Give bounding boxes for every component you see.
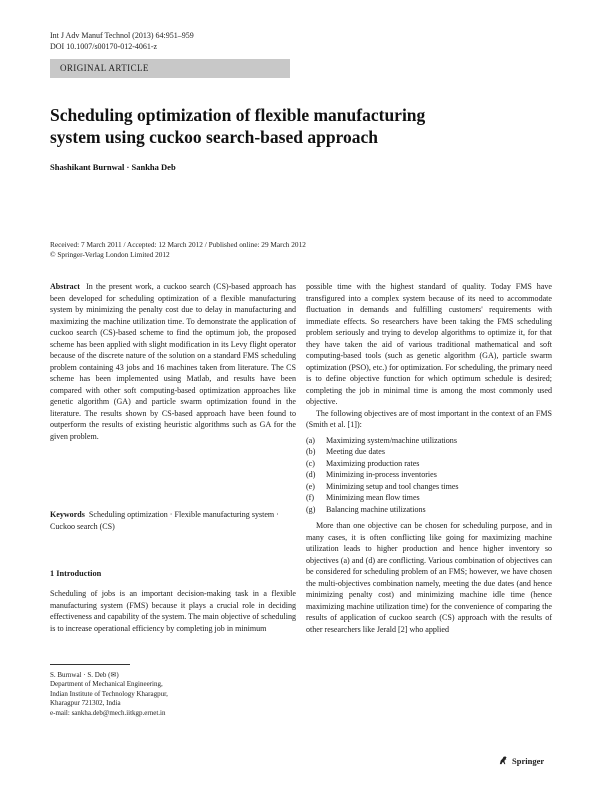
author-affiliation-footnote [50, 671, 168, 718]
keywords [50, 509, 296, 532]
right-column [306, 281, 552, 635]
footnote-department: Department of Mechanical Engineering, [50, 680, 163, 689]
keywords-text: Scheduling optimization · Flexible manufacturing system · Cuckoo search (CS) [50, 510, 279, 531]
abstract [50, 281, 296, 442]
title-line-2: system using cuckoo search-based approach [50, 127, 378, 147]
journal-doi: DOI 10.1007/s00170-012-4061-z [50, 42, 158, 51]
footnote-authors: S. Burnwal · S. Deb (✉) [50, 671, 119, 679]
abstract-text: In the present work, a cuckoo search (CS)-based approach has been developed for scheduling optimization of a flexible manufacturing system by minimizing the penalty cost due to delay in manufacturing and maximizing the machine utilization time. To demonstrate the application of cuckoo search (CS)-based scheme to find the optimum job, the proposed scheme has been applied with slight modification in its Levy flight operator because of the discrete nature of the solution on a standard FMS scheduling problem containing 43 jobs and 16 machines taken from literature. The CS scheme has been implemented using Matlab, and results have been compared with other soft computing-based optimization approaches like genetic algorithm (GA) and particle swarm optimization found in the literature. The results shown by CS-based approach have been found to outperform the results of existing heuristic algorithms such as GA for the given problem. [50, 282, 296, 441]
list-item: (e) Minimizing setup and tool changes times [306, 481, 459, 491]
objectives-list [306, 435, 552, 516]
article-type-banner [50, 59, 290, 78]
title-line-1: Scheduling optimization of flexible manufacturing [50, 105, 426, 125]
authors: Shashikant Burnwal · Sankha Deb [50, 162, 176, 172]
list-item: (f) Minimizing mean flow times [306, 493, 420, 502]
publisher-logo [498, 755, 544, 766]
publisher-name: Springer [512, 755, 545, 766]
right-para-3: More than one objective can be chosen for scheduling purpose, and in many cases, it is often conflicting like going for maximizing machine utilization leads to higher production and hence higher inventory so objectives (a) and (d) are conflicting. Various combination of objectives can be considered for scheduling problem of an FMS; however, we have chosen the multi-objectives combination namely, meeting the due dates (and hence minimizing penalty cost) and minimizing machine idle time (hence maximizing machine utilization time) for the convenience of comparing the results of application of cuckoo search (CS) approach with the results of other researchers like Jerald [2] who applied [306, 521, 552, 634]
footnote-divider [50, 664, 130, 665]
paper-title [50, 104, 530, 148]
footnote-institute: Indian Institute of Technology Kharagpur, [50, 689, 168, 698]
list-item: (g) Balancing machine utilizations [306, 504, 426, 514]
footnote-email[interactable]: e-mail: sankha.deb@mech.iitkgp.ernet.in [50, 708, 166, 717]
footnote-city: Kharagpur 721302, India [50, 699, 121, 708]
section-heading-introduction: 1 Introduction [50, 569, 102, 578]
introduction-text: Scheduling of jobs is an important decision-making task in a flexible manufacturing system (FMS) because it plays a crucial role in deciding effectiveness and capability of the system. The main objective of scheduling is to increase operational efficiency by completing job in minimum [50, 589, 296, 633]
list-item: (b) Meeting due dates [306, 447, 385, 456]
springer-horse-icon [498, 755, 509, 766]
received-dates: Received: 7 March 2011 / Accepted: 12 March 2012 / Published online: 29 March 2012 [50, 240, 306, 249]
copyright-line: © Springer-Verlag London Limited 2012 [50, 250, 170, 259]
list-item: (a) Maximizing system/machine utilizations [306, 435, 457, 445]
list-item: (d) Minimizing in-process inventories [306, 470, 437, 479]
abstract-label: Abstract [50, 282, 80, 291]
keywords-label: Keywords [50, 510, 85, 519]
publication-dates [50, 240, 306, 260]
right-para-2: The following objectives are of most important in the context of an FMS (Smith et al. [1]): [306, 408, 552, 429]
journal-line-1: Int J Adv Manuf Technol (2013) 64:951–959 [50, 31, 194, 40]
journal-citation [50, 30, 194, 52]
list-item: (c) Maximizing production rates [306, 458, 420, 468]
right-para-1: possible time with the highest standard of quality. Today FMS have transfigured into a complex system because of its need to accommodate fluctuation in demands and fulfilling customers' requirements with immediate effects. So researchers have been taking the FMS scheduling problem seriously and trying to develop algorithms to optimize it, for that they have taken the aid of various traditional mathematical and soft computing-based tools (such as genetic algorithm (GA), particle swarm optimization (PSO), etc.) for optimization. For scheduling, the primary need is to define objective function for which optimum schedule is desired; completing the job in minimal time is among the most commonly used objective. [306, 282, 552, 406]
article-type-label: ORIGINAL ARTICLE [60, 63, 149, 73]
